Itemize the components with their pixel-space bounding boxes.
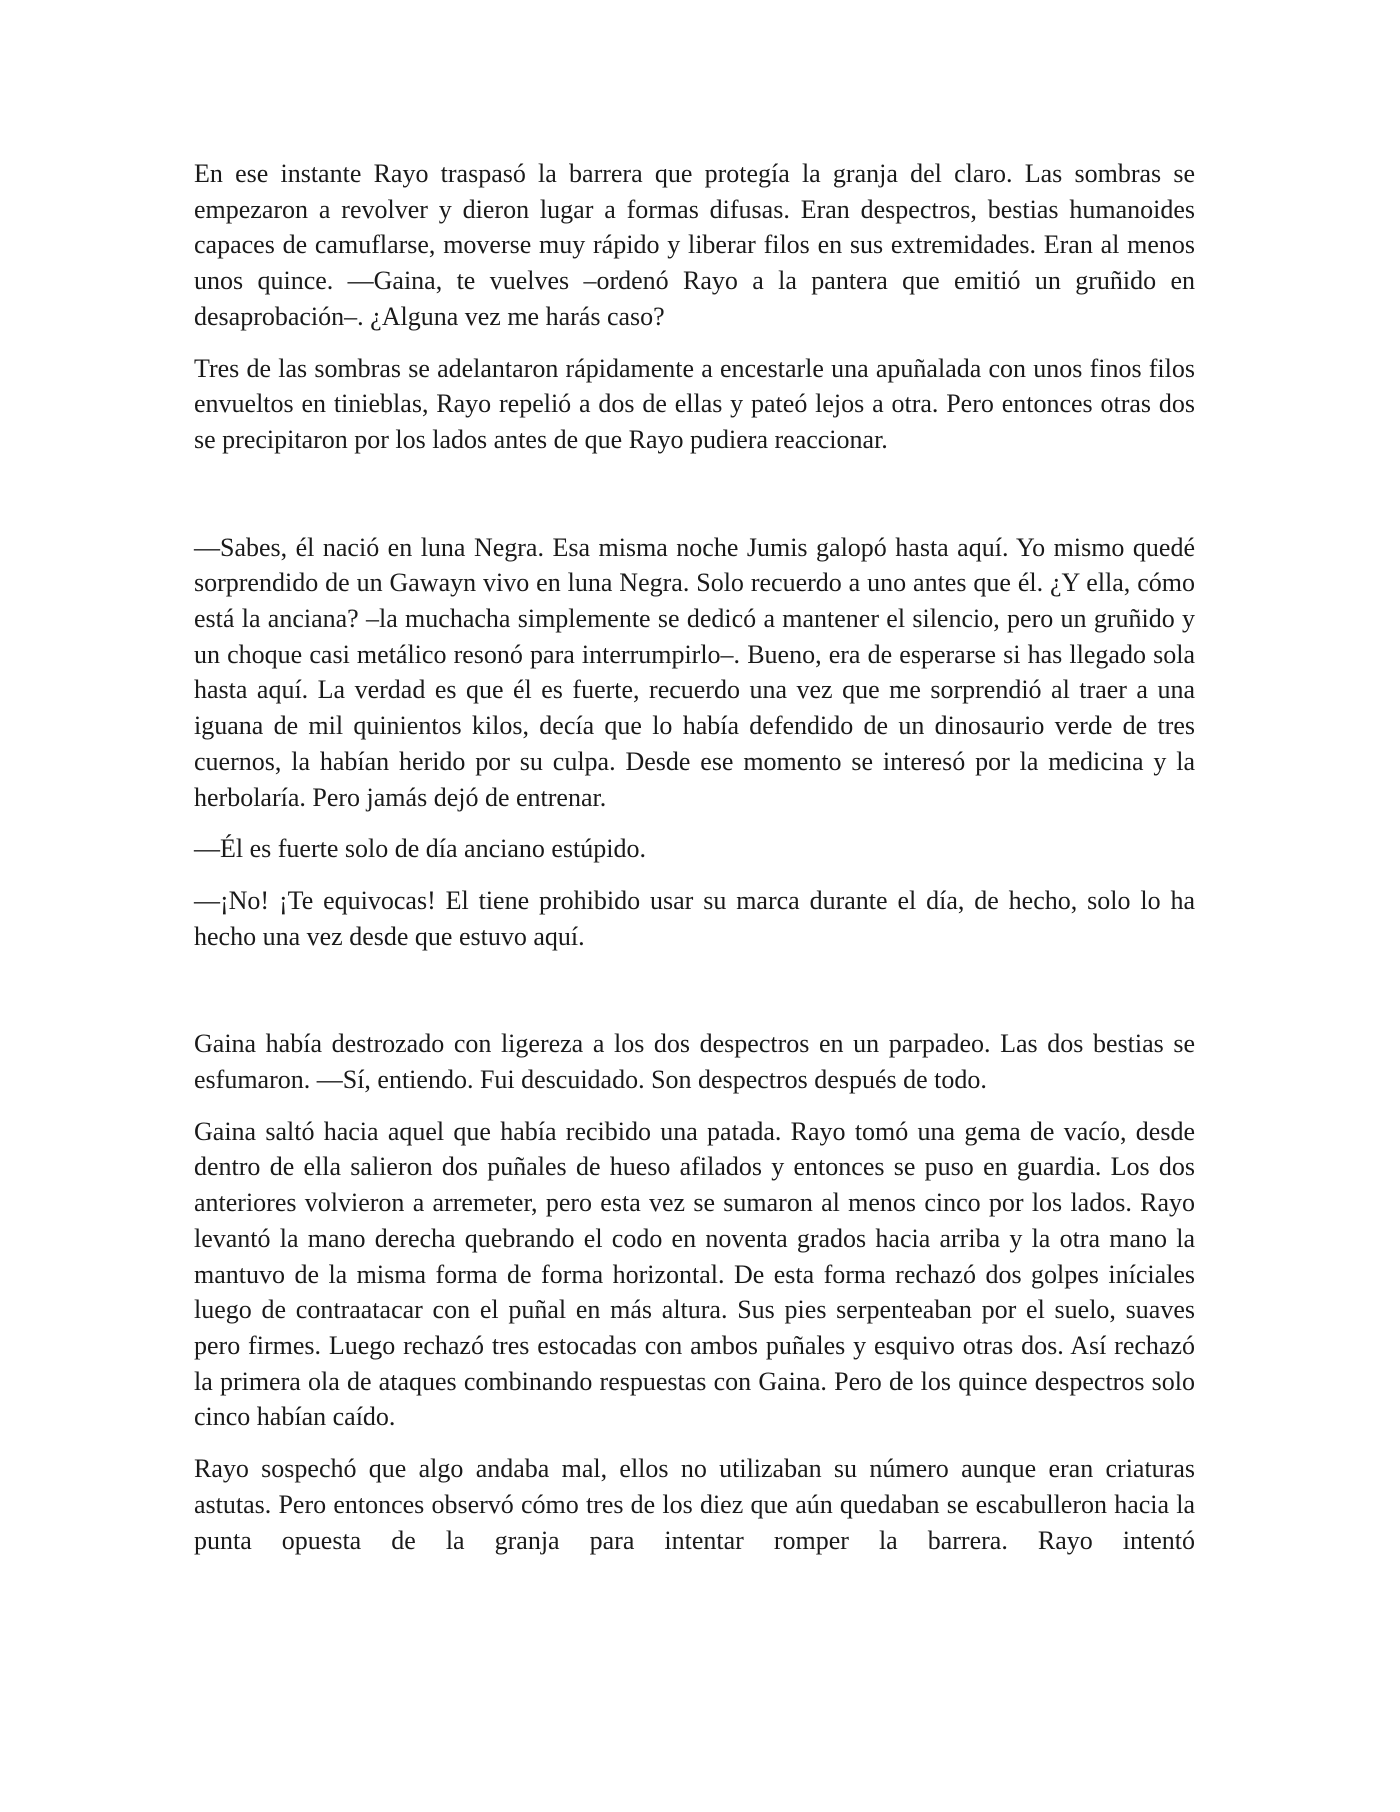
paragraph-gap xyxy=(194,1435,1195,1451)
paragraph-8: Rayo sospechó que algo andaba mal, ellos no utilizaban su número aunque eran criaturas astutas. Pero entonces observó cómo tres de los diez que aún quedaban se escabulleron hacia la punta opuesta de la granja para intentar romper la barrera. Rayo intentó xyxy=(194,1454,1195,1555)
paragraph-4: —Él es fuerte solo de día anciano estúpido. xyxy=(194,834,646,864)
paragraph-2: Tres de las sombras se adelantaron rápidamente a encestarle una apuñalada con unos finos filos envueltos en tinieblas, Rayo repelió a dos de ellas y pateó lejos a otra. Pero entonces otras dos se precipitaron por los lados antes de que Rayo pudiera reaccionar. xyxy=(194,353,1195,454)
paragraph-7: Gaina saltó hacia aquel que había recibido una patada. Rayo tomó una gema de vacío, desde dentro de ella salieron dos puñales de hueso afilados y entonces se puso en guardia. Los dos anteriores volvieron a arremeter, pero esta vez se sumaron al menos cinco por los lados. Rayo levantó la mano derecha quebrando el codo en noventa grados hacia arriba y la otra mano la mantuvo de la misma forma de forma horizontal. De esta forma rechazó dos golpes iníciales luego de contraatacar con el puñal en más altura. Sus pies serpenteaban por el suelo, suaves pero firmes. Luego rechazó tres estocadas con ambos puñales y esquivo otras dos. Así rechazó la primera ola de ataques combinando respuestas con Gaina. Pero de los quince despectros solo cinco habían caído. xyxy=(194,1116,1195,1432)
paragraph-gap xyxy=(194,867,1195,883)
paragraph-gap xyxy=(194,335,1195,351)
paragraph-1: En ese instante Rayo traspasó la barrera que protegía la granja del claro. Las sombras se empezaron a revolver y dieron lugar a formas difusas. Eran despectros, bestias humanoides capaces de camuflarse, moverse muy rápido y liberar filos en sus extremidades. Eran al menos unos quince. —Gaina, te vuelves –ordenó Rayo a la pantera que emitió un gruñido en desaprobación–. ¿Alguna vez me harás caso? xyxy=(194,159,1195,331)
section-gap xyxy=(194,954,1195,1026)
paragraph-5: —¡No! ¡Te equivocas! El tiene prohibido usar su marca durante el día, de hecho, solo lo ha hecho una vez desde que estuvo aquí. xyxy=(194,885,1195,951)
paragraph-6: Gaina había destrozado con ligereza a los dos despectros en un parpadeo. Las dos bestias se esfumaron. —Sí, entiendo. Fui descuidado. Son despectros después de todo. xyxy=(194,1029,1195,1095)
paragraph-gap xyxy=(194,815,1195,831)
section-gap xyxy=(194,458,1195,530)
paragraph-gap xyxy=(194,1098,1195,1114)
paragraph-3: —Sabes, él nació en luna Negra. Esa misma noche Jumis galopó hasta aquí. Yo mismo quedé sorprendido de un Gawayn vivo en luna Negra. Solo recuerdo a uno antes que él. ¿Y ella, cómo está la anciana? –la muchacha simplemente se dedicó a mantener el silencio, pero un gruñido y un choque casi metálico resonó para interrumpirlo–. Bueno, era de esperarse si has llegado sola hasta aquí. La verdad es que él es fuerte, recuerdo una vez que me sorprendió al traer a una iguana de mil quinientos kilos, decía que lo había defendido de un dinosaurio verde de tres cuernos, la habían herido por su culpa. Desde ese momento se interesó por la medicina y la herbolaría. Pero jamás dejó de entrenar. xyxy=(194,532,1195,812)
